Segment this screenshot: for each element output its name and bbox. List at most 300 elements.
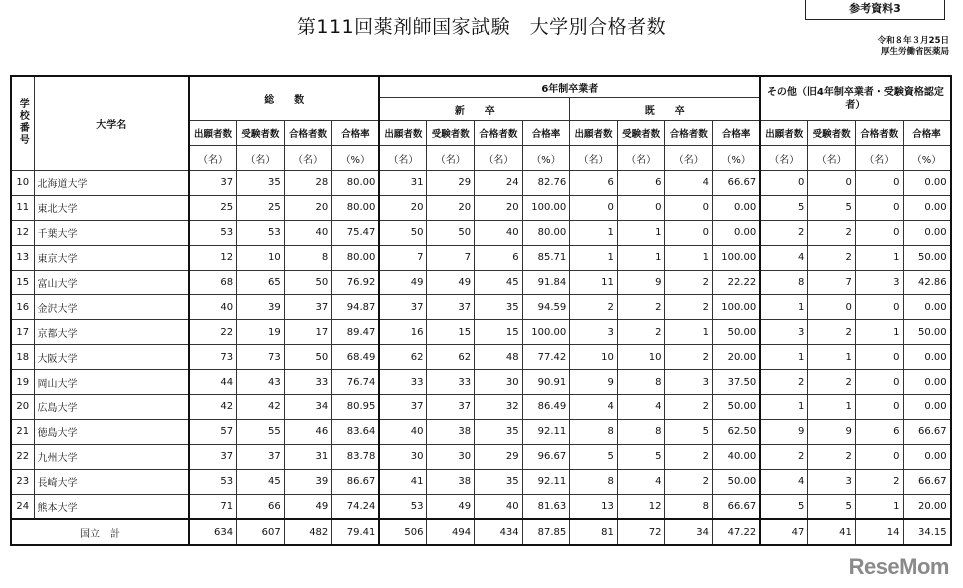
value-cell: 38	[427, 469, 475, 494]
value-cell: 77.42	[522, 345, 570, 370]
unit-header: （%）	[903, 146, 951, 171]
value-cell: 49	[427, 494, 475, 519]
value-cell: 2	[808, 320, 856, 345]
value-cell: 24	[475, 171, 523, 196]
school-no: 20	[11, 395, 34, 420]
total-cell: 72	[617, 519, 665, 545]
value-cell: 20	[379, 195, 427, 220]
value-cell: 50.00	[713, 469, 761, 494]
value-cell: 5	[760, 195, 808, 220]
value-cell: 65	[237, 270, 285, 295]
value-cell: 1	[855, 494, 903, 519]
value-cell: 0	[855, 295, 903, 320]
value-cell: 1	[855, 245, 903, 270]
value-cell: 50.00	[903, 320, 951, 345]
group-total: 総 数	[189, 76, 379, 121]
value-cell: 25	[189, 195, 237, 220]
value-cell: 5	[808, 195, 856, 220]
value-cell: 2	[665, 295, 713, 320]
metric-header: 合格者数	[284, 121, 332, 146]
value-cell: 49	[284, 494, 332, 519]
value-cell: 0	[855, 395, 903, 420]
value-cell: 83.78	[332, 444, 380, 469]
value-cell: 31	[379, 171, 427, 196]
university-name: 富山大学	[34, 270, 189, 295]
value-cell: 0	[808, 171, 856, 196]
metric-header: 出願者数	[760, 121, 808, 146]
value-cell: 0	[855, 171, 903, 196]
value-cell: 35	[475, 469, 523, 494]
value-cell: 8	[760, 270, 808, 295]
value-cell: 6	[570, 171, 618, 196]
table-row	[11, 270, 951, 295]
unit-header: （名）	[617, 146, 665, 171]
value-cell: 20	[284, 195, 332, 220]
col-school-no: 学校番号	[11, 76, 34, 171]
school-no: 16	[11, 295, 34, 320]
table-row	[11, 220, 951, 245]
value-cell: 0	[855, 370, 903, 395]
value-cell: 45	[475, 270, 523, 295]
school-no: 12	[11, 220, 34, 245]
value-cell: 7	[379, 245, 427, 270]
total-cell: 41	[808, 519, 856, 545]
value-cell: 29	[427, 171, 475, 196]
unit-header: （名）	[760, 146, 808, 171]
unit-header: （名）	[189, 146, 237, 171]
value-cell: 45	[237, 469, 285, 494]
value-cell: 17	[284, 320, 332, 345]
value-cell: 90.91	[522, 370, 570, 395]
value-cell: 80.00	[522, 220, 570, 245]
value-cell: 30	[427, 444, 475, 469]
unit-header: （名）	[475, 146, 523, 171]
col-university: 大学名	[34, 76, 189, 171]
value-cell: 4	[617, 395, 665, 420]
value-cell: 100.00	[713, 295, 761, 320]
metric-header: 合格者数	[665, 121, 713, 146]
value-cell: 0.00	[903, 444, 951, 469]
value-cell: 66.67	[713, 171, 761, 196]
value-cell: 37	[237, 444, 285, 469]
value-cell: 34	[284, 395, 332, 420]
value-cell: 83.64	[332, 419, 380, 444]
value-cell: 50	[379, 220, 427, 245]
value-cell: 73	[237, 345, 285, 370]
value-cell: 0.00	[713, 220, 761, 245]
value-cell: 50	[427, 220, 475, 245]
value-cell: 32	[475, 395, 523, 420]
table-row	[11, 419, 951, 444]
value-cell: 37	[189, 171, 237, 196]
school-no: 24	[11, 494, 34, 519]
value-cell: 3	[808, 469, 856, 494]
total-cell: 34	[665, 519, 713, 545]
university-name: 東京大学	[34, 245, 189, 270]
value-cell: 0	[855, 220, 903, 245]
value-cell: 9	[808, 419, 856, 444]
unit-header: （名）	[570, 146, 618, 171]
value-cell: 9	[570, 370, 618, 395]
value-cell: 2	[808, 444, 856, 469]
value-cell: 1	[760, 345, 808, 370]
total-cell: 14	[855, 519, 903, 545]
value-cell: 10	[237, 245, 285, 270]
value-cell: 100.00	[713, 245, 761, 270]
school-no: 23	[11, 469, 34, 494]
value-cell: 1	[855, 320, 903, 345]
value-cell: 20	[427, 195, 475, 220]
value-cell: 50.00	[903, 245, 951, 270]
value-cell: 0.00	[903, 370, 951, 395]
value-cell: 66.67	[903, 469, 951, 494]
value-cell: 2	[760, 370, 808, 395]
value-cell: 38	[427, 419, 475, 444]
university-name: 千葉大学	[34, 220, 189, 245]
value-cell: 40	[284, 220, 332, 245]
value-cell: 6	[617, 171, 665, 196]
value-cell: 3	[665, 370, 713, 395]
university-name: 広島大学	[34, 395, 189, 420]
total-cell: 87.85	[522, 519, 570, 545]
value-cell: 100.00	[522, 320, 570, 345]
university-name: 北海道大学	[34, 171, 189, 196]
unit-header: （%）	[332, 146, 380, 171]
metric-header: 受験者数	[617, 121, 665, 146]
school-no: 13	[11, 245, 34, 270]
value-cell: 76.92	[332, 270, 380, 295]
value-cell: 2	[617, 320, 665, 345]
sub-new-graduates: 新 卒	[379, 98, 569, 121]
value-cell: 22.22	[713, 270, 761, 295]
value-cell: 66	[237, 494, 285, 519]
value-cell: 8	[284, 245, 332, 270]
value-cell: 7	[427, 245, 475, 270]
value-cell: 2	[760, 444, 808, 469]
value-cell: 82.76	[522, 171, 570, 196]
value-cell: 66.67	[903, 419, 951, 444]
value-cell: 8	[617, 419, 665, 444]
value-cell: 37	[427, 295, 475, 320]
value-cell: 2	[665, 444, 713, 469]
value-cell: 33	[379, 370, 427, 395]
value-cell: 96.67	[522, 444, 570, 469]
table-row	[11, 345, 951, 370]
value-cell: 5	[665, 419, 713, 444]
school-no: 18	[11, 345, 34, 370]
table-row	[11, 395, 951, 420]
value-cell: 0.00	[903, 395, 951, 420]
table-row	[11, 195, 951, 220]
value-cell: 0	[617, 195, 665, 220]
value-cell: 0.00	[713, 195, 761, 220]
value-cell: 37	[379, 395, 427, 420]
value-cell: 9	[617, 270, 665, 295]
value-cell: 4	[760, 245, 808, 270]
total-cell: 79.41	[332, 519, 380, 545]
resemom-watermark: ReseMom	[848, 554, 949, 579]
value-cell: 50	[284, 345, 332, 370]
value-cell: 42	[189, 395, 237, 420]
value-cell: 48	[475, 345, 523, 370]
value-cell: 2	[665, 395, 713, 420]
table-row	[11, 469, 951, 494]
value-cell: 37.50	[713, 370, 761, 395]
value-cell: 94.87	[332, 295, 380, 320]
value-cell: 92.11	[522, 419, 570, 444]
value-cell: 5	[617, 444, 665, 469]
university-name: 金沢大学	[34, 295, 189, 320]
total-cell: 506	[379, 519, 427, 545]
total-cell: 34.15	[903, 519, 951, 545]
value-cell: 13	[570, 494, 618, 519]
table-row	[11, 171, 951, 196]
value-cell: 41	[379, 469, 427, 494]
value-cell: 35	[237, 171, 285, 196]
value-cell: 50	[284, 270, 332, 295]
value-cell: 22	[189, 320, 237, 345]
value-cell: 6	[475, 245, 523, 270]
metric-header: 受験者数	[808, 121, 856, 146]
value-cell: 80.00	[332, 195, 380, 220]
value-cell: 0	[855, 444, 903, 469]
value-cell: 53	[189, 469, 237, 494]
value-cell: 62	[427, 345, 475, 370]
value-cell: 4	[570, 395, 618, 420]
university-name: 東北大学	[34, 195, 189, 220]
value-cell: 15	[427, 320, 475, 345]
value-cell: 0	[760, 171, 808, 196]
value-cell: 49	[427, 270, 475, 295]
value-cell: 10	[570, 345, 618, 370]
metric-header: 合格率	[903, 121, 951, 146]
total-cell: 434	[475, 519, 523, 545]
value-cell: 62	[379, 345, 427, 370]
value-cell: 89.47	[332, 320, 380, 345]
unit-header: （名）	[427, 146, 475, 171]
value-cell: 3	[855, 270, 903, 295]
value-cell: 86.67	[332, 469, 380, 494]
value-cell: 50.00	[713, 320, 761, 345]
value-cell: 57	[189, 419, 237, 444]
value-cell: 11	[570, 270, 618, 295]
table-row	[11, 370, 951, 395]
value-cell: 2	[665, 270, 713, 295]
value-cell: 12	[189, 245, 237, 270]
value-cell: 2	[617, 295, 665, 320]
value-cell: 35	[475, 419, 523, 444]
issue-info	[878, 36, 949, 58]
metric-header: 合格者数	[855, 121, 903, 146]
value-cell: 66.67	[713, 494, 761, 519]
value-cell: 40	[475, 220, 523, 245]
school-no: 10	[11, 171, 34, 196]
table-row	[11, 444, 951, 469]
total-label: 国立 計	[11, 519, 189, 545]
value-cell: 40.00	[713, 444, 761, 469]
value-cell: 4	[665, 171, 713, 196]
unit-header: （名）	[808, 146, 856, 171]
metric-header: 合格率	[332, 121, 380, 146]
value-cell: 1	[570, 220, 618, 245]
value-cell: 0	[665, 195, 713, 220]
total-row	[11, 519, 951, 545]
value-cell: 5	[760, 494, 808, 519]
total-cell: 81	[570, 519, 618, 545]
value-cell: 29	[475, 444, 523, 469]
unit-header: （名）	[665, 146, 713, 171]
school-no: 22	[11, 444, 34, 469]
value-cell: 10	[617, 345, 665, 370]
value-cell: 8	[570, 419, 618, 444]
value-cell: 2	[570, 295, 618, 320]
value-cell: 4	[760, 469, 808, 494]
table-row	[11, 295, 951, 320]
value-cell: 76.74	[332, 370, 380, 395]
value-cell: 100.00	[522, 195, 570, 220]
unit-header: （%）	[713, 146, 761, 171]
value-cell: 80.00	[332, 245, 380, 270]
table-row	[11, 245, 951, 270]
value-cell: 2	[808, 245, 856, 270]
value-cell: 2	[855, 469, 903, 494]
value-cell: 8	[617, 370, 665, 395]
value-cell: 3	[570, 320, 618, 345]
value-cell: 53	[379, 494, 427, 519]
value-cell: 2	[760, 220, 808, 245]
unit-header: （名）	[379, 146, 427, 171]
value-cell: 1	[617, 220, 665, 245]
value-cell: 71	[189, 494, 237, 519]
metric-header: 出願者数	[570, 121, 618, 146]
value-cell: 8	[665, 494, 713, 519]
value-cell: 1	[760, 295, 808, 320]
value-cell: 1	[760, 395, 808, 420]
value-cell: 53	[189, 220, 237, 245]
value-cell: 16	[379, 320, 427, 345]
school-no: 19	[11, 370, 34, 395]
sub-past-graduates: 既 卒	[570, 98, 760, 121]
value-cell: 1	[617, 245, 665, 270]
total-cell: 47.22	[713, 519, 761, 545]
value-cell: 42	[237, 395, 285, 420]
university-name: 大阪大学	[34, 345, 189, 370]
value-cell: 0.00	[903, 220, 951, 245]
value-cell: 80.95	[332, 395, 380, 420]
value-cell: 3	[760, 320, 808, 345]
value-cell: 94.59	[522, 295, 570, 320]
university-name: 京都大学	[34, 320, 189, 345]
table-row	[11, 494, 951, 519]
value-cell: 0	[665, 220, 713, 245]
value-cell: 33	[427, 370, 475, 395]
value-cell: 46	[284, 419, 332, 444]
value-cell: 0	[808, 295, 856, 320]
school-no: 15	[11, 270, 34, 295]
reference-label: 参考資料3	[805, 0, 945, 20]
issuer: 厚生労働省医薬局	[880, 47, 949, 57]
value-cell: 1	[665, 245, 713, 270]
total-cell: 607	[237, 519, 285, 545]
value-cell: 0.00	[903, 195, 951, 220]
value-cell: 74.24	[332, 494, 380, 519]
value-cell: 86.49	[522, 395, 570, 420]
value-cell: 0.00	[903, 345, 951, 370]
value-cell: 2	[808, 220, 856, 245]
value-cell: 0	[570, 195, 618, 220]
total-cell: 494	[427, 519, 475, 545]
value-cell: 30	[475, 370, 523, 395]
metric-header: 受験者数	[237, 121, 285, 146]
value-cell: 92.11	[522, 469, 570, 494]
value-cell: 49	[379, 270, 427, 295]
value-cell: 20.00	[903, 494, 951, 519]
value-cell: 7	[808, 270, 856, 295]
metric-header: 出願者数	[189, 121, 237, 146]
value-cell: 37	[189, 444, 237, 469]
university-name: 熊本大学	[34, 494, 189, 519]
unit-header: （%）	[522, 146, 570, 171]
value-cell: 37	[284, 295, 332, 320]
value-cell: 28	[284, 171, 332, 196]
value-cell: 1	[570, 245, 618, 270]
value-cell: 43	[237, 370, 285, 395]
school-no: 17	[11, 320, 34, 345]
value-cell: 33	[284, 370, 332, 395]
school-no: 11	[11, 195, 34, 220]
total-cell: 634	[189, 519, 237, 545]
value-cell: 1	[808, 395, 856, 420]
value-cell: 1	[808, 345, 856, 370]
metric-header: 合格率	[713, 121, 761, 146]
total-cell: 482	[284, 519, 332, 545]
value-cell: 30	[379, 444, 427, 469]
value-cell: 55	[237, 419, 285, 444]
value-cell: 53	[237, 220, 285, 245]
value-cell: 8	[570, 469, 618, 494]
value-cell: 35	[475, 295, 523, 320]
value-cell: 81.63	[522, 494, 570, 519]
value-cell: 20.00	[713, 345, 761, 370]
value-cell: 15	[475, 320, 523, 345]
value-cell: 0.00	[903, 171, 951, 196]
value-cell: 73	[189, 345, 237, 370]
value-cell: 0	[855, 195, 903, 220]
value-cell: 39	[237, 295, 285, 320]
results-table	[10, 75, 952, 546]
value-cell: 91.84	[522, 270, 570, 295]
value-cell: 12	[617, 494, 665, 519]
group-6yr: 6年制卒業者	[379, 76, 760, 98]
university-name: 九州大学	[34, 444, 189, 469]
value-cell: 5	[570, 444, 618, 469]
university-name: 長崎大学	[34, 469, 189, 494]
value-cell: 2	[808, 370, 856, 395]
unit-header: （名）	[284, 146, 332, 171]
value-cell: 37	[427, 395, 475, 420]
value-cell: 2	[665, 469, 713, 494]
value-cell: 50.00	[713, 395, 761, 420]
total-cell: 47	[760, 519, 808, 545]
value-cell: 68.49	[332, 345, 380, 370]
value-cell: 5	[808, 494, 856, 519]
value-cell: 75.47	[332, 220, 380, 245]
value-cell: 68	[189, 270, 237, 295]
issue-date: 令和８年３月25日	[877, 36, 949, 46]
value-cell: 25	[237, 195, 285, 220]
metric-header: 合格率	[522, 121, 570, 146]
value-cell: 19	[237, 320, 285, 345]
